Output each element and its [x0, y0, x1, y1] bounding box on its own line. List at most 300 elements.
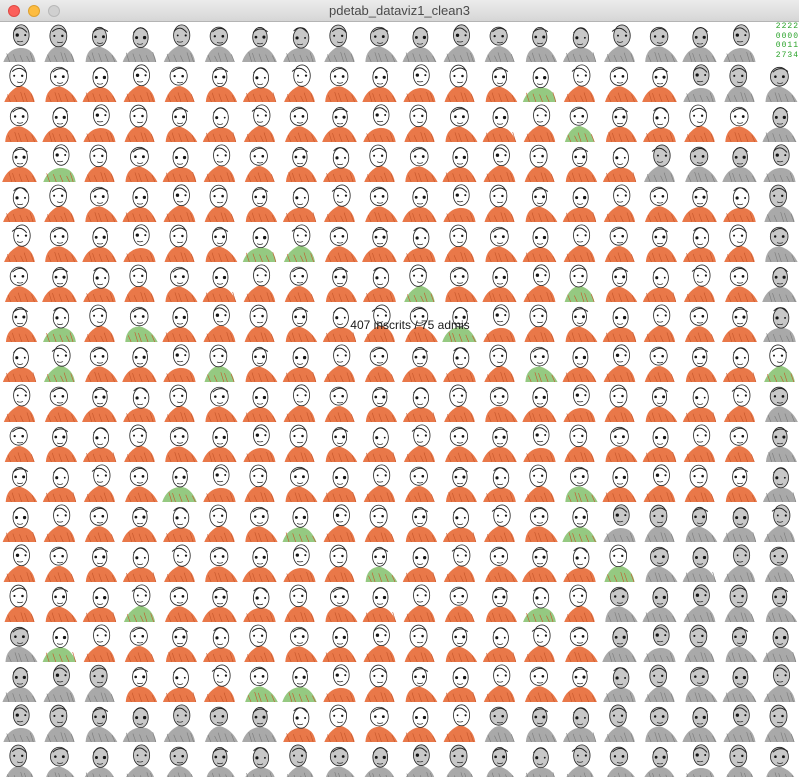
portrait-inscrit [480, 462, 520, 502]
portrait-inscrit [120, 382, 160, 422]
portrait-inscrit [560, 222, 600, 262]
portrait-other [200, 22, 240, 62]
portrait-admis [40, 302, 80, 342]
portrait-other [640, 742, 680, 777]
portrait-other [760, 222, 799, 262]
portrait-inscrit [120, 262, 160, 302]
portrait-admis [40, 342, 80, 382]
portrait-other [160, 22, 200, 62]
portrait-other [720, 22, 760, 62]
portrait-other [640, 22, 680, 62]
portrait-inscrit [560, 382, 600, 422]
portrait-admis [160, 462, 200, 502]
portrait-inscrit [280, 582, 320, 622]
portrait-inscrit [520, 542, 560, 582]
portrait-other [40, 662, 80, 702]
portrait-inscrit [440, 582, 480, 622]
portrait-row [0, 62, 799, 102]
portrait-inscrit [160, 502, 200, 542]
portrait-inscrit [400, 462, 440, 502]
portrait-other [680, 622, 720, 662]
portrait-other [720, 622, 760, 662]
portrait-admis [560, 502, 600, 542]
portrait-other [280, 742, 320, 777]
portrait-inscrit [320, 342, 360, 382]
portrait-inscrit [200, 222, 240, 262]
portrait-inscrit [560, 422, 600, 462]
portrait-admis [120, 302, 160, 342]
portrait-admis [520, 342, 560, 382]
portrait-other [160, 702, 200, 742]
portrait-inscrit [200, 622, 240, 662]
portrait-inscrit [280, 422, 320, 462]
portrait-other [520, 702, 560, 742]
portrait-admis [280, 502, 320, 542]
portrait-other [520, 742, 560, 777]
portrait-row [0, 502, 799, 542]
portrait-inscrit [480, 502, 520, 542]
portrait-inscrit [360, 662, 400, 702]
counter-line: 2734 [775, 50, 799, 60]
portrait-inscrit [200, 462, 240, 502]
portrait-inscrit [600, 142, 640, 182]
portrait-other [680, 502, 720, 542]
portrait-inscrit [640, 62, 680, 102]
portrait-inscrit [120, 182, 160, 222]
portrait-inscrit [520, 462, 560, 502]
portrait-inscrit [160, 342, 200, 382]
portrait-inscrit [160, 222, 200, 262]
portrait-other [760, 262, 799, 302]
portrait-admis [360, 542, 400, 582]
portrait-inscrit [320, 422, 360, 462]
portrait-inscrit [640, 222, 680, 262]
portrait-inscrit [400, 102, 440, 142]
portrait-inscrit [640, 102, 680, 142]
portrait-inscrit [0, 222, 40, 262]
portrait-inscrit [240, 102, 280, 142]
portrait-other [640, 502, 680, 542]
portrait-inscrit [480, 542, 520, 582]
portrait-other [480, 742, 520, 777]
portrait-inscrit [440, 462, 480, 502]
portrait-inscrit [360, 262, 400, 302]
portrait-other [120, 22, 160, 62]
portrait-inscrit [80, 142, 120, 182]
portrait-other [600, 662, 640, 702]
portrait-admis [520, 62, 560, 102]
portrait-inscrit [280, 262, 320, 302]
portrait-inscrit [160, 382, 200, 422]
portrait-other [640, 622, 680, 662]
portrait-inscrit [720, 302, 760, 342]
portrait-inscrit [120, 622, 160, 662]
portrait-inscrit [80, 262, 120, 302]
portrait-admis [280, 222, 320, 262]
portrait-inscrit [360, 622, 400, 662]
portrait-other [680, 142, 720, 182]
portrait-inscrit [320, 222, 360, 262]
portrait-other [680, 582, 720, 622]
portrait-inscrit [280, 622, 320, 662]
portrait-other [360, 742, 400, 777]
portrait-other [720, 662, 760, 702]
portrait-admis [760, 342, 799, 382]
portrait-row [0, 662, 799, 702]
portrait-inscrit [120, 542, 160, 582]
portrait-inscrit [40, 62, 80, 102]
portrait-other [680, 662, 720, 702]
portrait-inscrit [40, 262, 80, 302]
portrait-inscrit [80, 622, 120, 662]
portrait-inscrit [80, 422, 120, 462]
portrait-row [0, 142, 799, 182]
portrait-inscrit [560, 622, 600, 662]
portrait-inscrit [80, 382, 120, 422]
portrait-inscrit [400, 622, 440, 662]
portrait-other [360, 22, 400, 62]
portrait-inscrit [440, 702, 480, 742]
portrait-inscrit [360, 142, 400, 182]
portrait-inscrit [240, 342, 280, 382]
portrait-inscrit [160, 62, 200, 102]
portrait-inscrit [600, 462, 640, 502]
portrait-inscrit [640, 342, 680, 382]
portrait-row [0, 542, 799, 582]
portrait-row [0, 222, 799, 262]
portrait-inscrit [80, 222, 120, 262]
portrait-inscrit [120, 222, 160, 262]
portrait-inscrit [480, 182, 520, 222]
portrait-row [0, 702, 799, 742]
portrait-inscrit [240, 542, 280, 582]
portrait-inscrit [640, 382, 680, 422]
portrait-inscrit [160, 182, 200, 222]
portrait-inscrit [0, 342, 40, 382]
portrait-inscrit [0, 382, 40, 422]
portrait-inscrit [40, 502, 80, 542]
portrait-inscrit [240, 142, 280, 182]
portrait-inscrit [680, 302, 720, 342]
portrait-inscrit [640, 422, 680, 462]
portrait-other [40, 22, 80, 62]
portrait-inscrit [240, 262, 280, 302]
portrait-other [0, 742, 40, 777]
portrait-inscrit [160, 662, 200, 702]
portrait-inscrit [600, 62, 640, 102]
portrait-other [720, 142, 760, 182]
portrait-inscrit [320, 542, 360, 582]
portrait-inscrit [360, 462, 400, 502]
portrait-inscrit [200, 382, 240, 422]
portrait-inscrit [520, 382, 560, 422]
portrait-inscrit [160, 422, 200, 462]
portrait-inscrit [320, 702, 360, 742]
portrait-other [640, 662, 680, 702]
portrait-inscrit [280, 462, 320, 502]
portrait-admis [280, 662, 320, 702]
portrait-inscrit [200, 502, 240, 542]
portrait-inscrit [280, 702, 320, 742]
portrait-inscrit [360, 342, 400, 382]
portrait-inscrit [440, 422, 480, 462]
portrait-other [240, 742, 280, 777]
portrait-inscrit [0, 422, 40, 462]
portrait-other [680, 742, 720, 777]
portrait-inscrit [520, 142, 560, 182]
portrait-inscrit [160, 622, 200, 662]
portrait-inscrit [560, 182, 600, 222]
portrait-inscrit [200, 662, 240, 702]
portrait-inscrit [160, 582, 200, 622]
portrait-inscrit [40, 182, 80, 222]
portrait-inscrit [120, 142, 160, 182]
portrait-other [440, 22, 480, 62]
portrait-inscrit [720, 342, 760, 382]
portrait-inscrit [520, 662, 560, 702]
portrait-inscrit [440, 222, 480, 262]
portrait-inscrit [80, 582, 120, 622]
portrait-inscrit [560, 582, 600, 622]
portrait-inscrit [720, 102, 760, 142]
portrait-inscrit [120, 342, 160, 382]
portrait-inscrit [680, 182, 720, 222]
portrait-row [0, 462, 799, 502]
portrait-inscrit [160, 542, 200, 582]
portrait-other [600, 582, 640, 622]
portrait-other [720, 62, 760, 102]
portrait-inscrit [120, 662, 160, 702]
portrait-inscrit [320, 262, 360, 302]
portrait-inscrit [480, 342, 520, 382]
portrait-inscrit [320, 582, 360, 622]
portrait-inscrit [160, 142, 200, 182]
portrait-inscrit [280, 542, 320, 582]
portrait-row [0, 742, 799, 777]
portrait-row [0, 262, 799, 302]
portrait-inscrit [440, 542, 480, 582]
portrait-row [0, 622, 799, 662]
portrait-other [680, 62, 720, 102]
portrait-inscrit [40, 582, 80, 622]
portrait-inscrit [640, 302, 680, 342]
portrait-other [120, 702, 160, 742]
portrait-inscrit [160, 102, 200, 142]
portrait-inscrit [600, 262, 640, 302]
portrait-inscrit [560, 542, 600, 582]
portrait-other [760, 102, 799, 142]
portrait-inscrit [200, 582, 240, 622]
portrait-inscrit [240, 382, 280, 422]
portrait-other [760, 62, 799, 102]
portrait-inscrit [680, 422, 720, 462]
portrait-inscrit [0, 182, 40, 222]
portrait-other [80, 702, 120, 742]
portrait-inscrit [360, 702, 400, 742]
portrait-row [0, 22, 799, 62]
portrait-inscrit [480, 142, 520, 182]
portrait-inscrit [400, 142, 440, 182]
portrait-other [160, 742, 200, 777]
portrait-inscrit [480, 62, 520, 102]
portrait-other [720, 542, 760, 582]
portrait-other [0, 702, 40, 742]
portrait-other [760, 742, 799, 777]
portrait-inscrit [240, 422, 280, 462]
portrait-row [0, 582, 799, 622]
portrait-inscrit [40, 102, 80, 142]
portrait-admis [240, 222, 280, 262]
portrait-inscrit [400, 382, 440, 422]
portrait-inscrit [320, 62, 360, 102]
portrait-other [760, 302, 799, 342]
portrait-inscrit [80, 182, 120, 222]
portrait-other [640, 142, 680, 182]
portrait-inscrit [160, 262, 200, 302]
portrait-other [760, 422, 799, 462]
portrait-inscrit [240, 502, 280, 542]
portrait-inscrit [480, 662, 520, 702]
counter-line: 2222 [775, 22, 799, 31]
portrait-inscrit [360, 222, 400, 262]
portrait-other [560, 702, 600, 742]
portrait-inscrit [0, 302, 40, 342]
portrait-inscrit [80, 462, 120, 502]
portrait-other [320, 22, 360, 62]
window-title: pdetab_dataviz1_clean3 [329, 3, 470, 18]
portrait-other [440, 742, 480, 777]
portrait-other [600, 22, 640, 62]
portrait-other [600, 502, 640, 542]
portrait-inscrit [440, 142, 480, 182]
portrait-inscrit [80, 102, 120, 142]
portrait-other [80, 662, 120, 702]
portrait-inscrit [400, 702, 440, 742]
portrait-inscrit [320, 382, 360, 422]
portrait-admis [40, 622, 80, 662]
portrait-inscrit [200, 302, 240, 342]
portrait-other [720, 742, 760, 777]
portrait-inscrit [680, 342, 720, 382]
portrait-inscrit [240, 622, 280, 662]
portrait-row [0, 182, 799, 222]
portrait-inscrit [40, 462, 80, 502]
portrait-inscrit [120, 62, 160, 102]
portrait-inscrit [80, 502, 120, 542]
portrait-inscrit [200, 542, 240, 582]
portrait-inscrit [200, 142, 240, 182]
portrait-other [640, 542, 680, 582]
portrait-other [680, 702, 720, 742]
portrait-other [120, 742, 160, 777]
portrait-inscrit [200, 422, 240, 462]
portrait-inscrit [480, 262, 520, 302]
portrait-other [760, 622, 799, 662]
portrait-inscrit [200, 182, 240, 222]
portrait-inscrit [560, 662, 600, 702]
portrait-inscrit [480, 622, 520, 662]
portrait-inscrit [400, 542, 440, 582]
portrait-inscrit [280, 342, 320, 382]
portrait-other [480, 22, 520, 62]
portrait-inscrit [440, 102, 480, 142]
portrait-row [0, 102, 799, 142]
portrait-admis [560, 262, 600, 302]
portrait-other [240, 702, 280, 742]
portrait-other [480, 702, 520, 742]
portrait-other [400, 22, 440, 62]
portrait-other [600, 702, 640, 742]
portrait-other [80, 742, 120, 777]
portrait-other [40, 702, 80, 742]
portrait-inscrit [80, 542, 120, 582]
portrait-inscrit [680, 462, 720, 502]
portrait-inscrit [600, 302, 640, 342]
portrait-inscrit [40, 542, 80, 582]
portrait-inscrit [520, 422, 560, 462]
portrait-inscrit [720, 262, 760, 302]
portrait-inscrit [0, 502, 40, 542]
portrait-other [720, 702, 760, 742]
portrait-admis [600, 542, 640, 582]
window-titlebar[interactable] [0, 0, 799, 22]
portrait-inscrit [480, 582, 520, 622]
summary-caption: 407 inscrits / 75 admis [350, 318, 470, 332]
portrait-inscrit [280, 102, 320, 142]
portrait-inscrit [600, 422, 640, 462]
portrait-other [760, 662, 799, 702]
portrait-other [80, 22, 120, 62]
portrait-admis [120, 582, 160, 622]
portrait-inscrit [120, 462, 160, 502]
portrait-inscrit [400, 502, 440, 542]
portrait-inscrit [720, 462, 760, 502]
portrait-inscrit [440, 262, 480, 302]
portrait-inscrit [680, 102, 720, 142]
portrait-row [0, 422, 799, 462]
portrait-inscrit [440, 502, 480, 542]
portrait-inscrit [0, 102, 40, 142]
portrait-inscrit [600, 222, 640, 262]
portrait-inscrit [280, 182, 320, 222]
portrait-other [240, 22, 280, 62]
portrait-inscrit [640, 462, 680, 502]
portrait-admis [200, 342, 240, 382]
portrait-inscrit [680, 382, 720, 422]
portrait-inscrit [40, 422, 80, 462]
portrait-inscrit [360, 422, 400, 462]
portrait-inscrit [720, 222, 760, 262]
portrait-inscrit [240, 62, 280, 102]
portrait-inscrit [320, 622, 360, 662]
portrait-inscrit [520, 102, 560, 142]
portrait-other [400, 742, 440, 777]
portrait-other [200, 702, 240, 742]
portrait-inscrit [400, 342, 440, 382]
portrait-inscrit [0, 582, 40, 622]
portrait-inscrit [600, 102, 640, 142]
portrait-inscrit [400, 422, 440, 462]
portrait-admis [560, 462, 600, 502]
portrait-inscrit [400, 582, 440, 622]
portrait-inscrit [0, 142, 40, 182]
portrait-admis [40, 142, 80, 182]
portrait-row [0, 342, 799, 382]
portrait-inscrit [520, 302, 560, 342]
portrait-other [520, 22, 560, 62]
portrait-inscrit [160, 302, 200, 342]
portrait-inscrit [360, 382, 400, 422]
